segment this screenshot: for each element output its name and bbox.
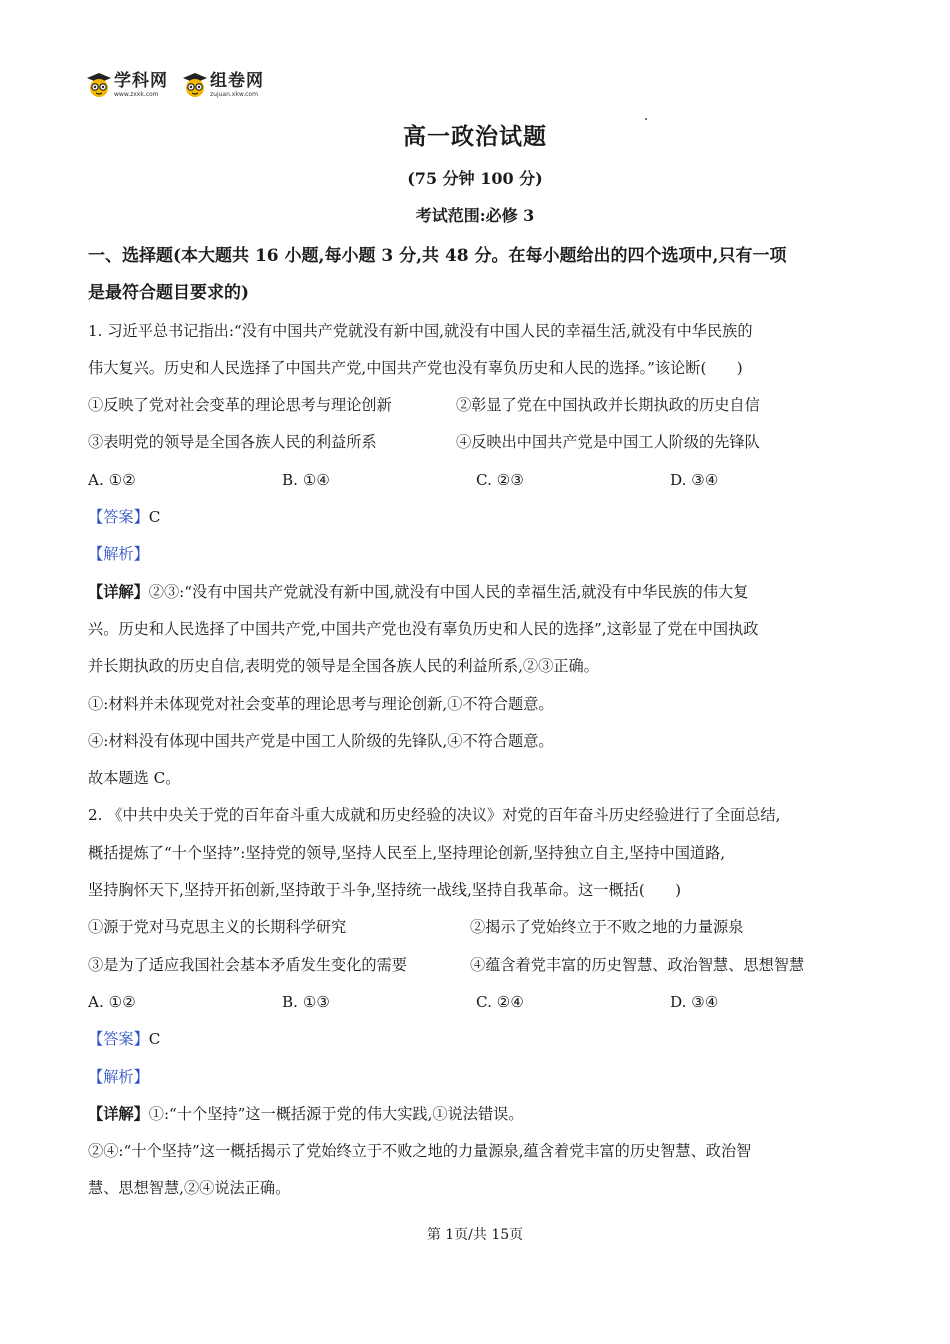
detail-label: 【详解】 xyxy=(88,582,149,601)
answer-label: 【答案】 xyxy=(88,1030,149,1049)
q2-detail-text: ②④:“十个坚持”这一概括揭示了党始终立于不败之地的力量源泉,蕴含着党丰富的历史智慧、政治智 xyxy=(88,1142,752,1161)
q1-conclusion: 故本题选 C。 xyxy=(88,769,181,788)
q2-answer xyxy=(88,1021,868,1058)
q1-option-b[interactable]: B. ①④ xyxy=(282,470,331,489)
q1-detail-text: 兴。历史和人民选择了中国共产党,中国共产党也没有辜负历史和人民的选择”,这彰显了党在中国执政 xyxy=(88,619,759,638)
q1-detail xyxy=(88,574,868,611)
zujuanwang-logo[interactable] xyxy=(182,72,264,98)
q1-option-c[interactable]: C. ②③ xyxy=(476,470,524,489)
q1-item: ③表明党的领导是全国各族人民的利益所系 xyxy=(88,433,377,452)
exam-duration-score: (75 分钟 100 分) xyxy=(407,169,543,188)
section-heading: 一、选择题(本大题共 16 小题,每小题 3 分,共 48 分。在每小题给出的四个选项中,只有一项 xyxy=(88,246,787,266)
q1-option-d[interactable]: D. ③④ xyxy=(670,470,719,489)
document-body xyxy=(88,238,868,1208)
q1-detail-text: ④:材料没有体现中国共产党是中国工人阶级的先锋队,④不符合题意。 xyxy=(88,731,554,750)
xuekewang-logo[interactable] xyxy=(86,72,168,98)
header-logos xyxy=(86,72,264,98)
q2-option-d[interactable]: D. ③④ xyxy=(670,992,719,1011)
logo-name: 学科网 xyxy=(114,70,168,91)
exam-scope: 考试范围:必修 3 xyxy=(415,206,535,225)
q2-stem: 坚持胸怀天下,坚持开拓创新,坚持敢于斗争,坚持统一战线,坚持自我革命。这一概括( ) xyxy=(88,881,682,900)
q1-option-a[interactable]: A. ①② xyxy=(88,470,136,489)
q2-item: ①源于党对马克思主义的长期科学研究 xyxy=(88,918,347,937)
q2-options xyxy=(88,984,868,1021)
q2-option-b[interactable]: B. ①③ xyxy=(282,992,331,1011)
logo-url: www.zxxk.com xyxy=(114,90,159,98)
answer-label: 【答案】 xyxy=(88,508,149,527)
page-title: 高一政治试题 xyxy=(403,123,547,150)
q2-stem: 概括提炼了“十个坚持”:坚持党的领导,坚持人民至上,坚持理论创新,坚持独立自主,坚持中国道路, xyxy=(88,843,726,862)
graduation-owl-icon xyxy=(86,72,112,98)
graduation-owl-icon xyxy=(182,72,208,98)
page-number: 第 1页/共 15页 xyxy=(426,1227,524,1243)
q2-item: ②揭示了党始终立于不败之地的力量源泉 xyxy=(470,918,744,937)
analysis-label: 【解析】 xyxy=(88,1067,149,1086)
q1-detail-text: 并长期执政的历史自信,表明党的领导是全国各族人民的利益所系,②③正确。 xyxy=(88,657,599,676)
q2-item: ③是为了适应我国社会基本矛盾发生变化的需要 xyxy=(88,955,407,974)
section-heading: 是最符合题目要求的) xyxy=(88,283,250,304)
detail-label: 【详解】 xyxy=(88,1104,149,1123)
answer-value: C xyxy=(148,1030,161,1049)
analysis-label: 【解析】 xyxy=(88,545,149,564)
q2-option-a[interactable]: A. ①② xyxy=(88,992,136,1011)
q1-answer xyxy=(88,499,868,536)
q2-items-row xyxy=(88,909,868,946)
q1-stem: 伟大复兴。历史和人民选择了中国共产党,中国共产党也没有辜负历史和人民的选择。”该论断( ) xyxy=(88,358,743,377)
logo-name: 组卷网 xyxy=(210,70,264,91)
q1-item: ④反映出中国共产党是中国工人阶级的先锋队 xyxy=(456,433,760,452)
q2-stem: 2. 《中共中央关于党的百年奋斗重大成就和历史经验的决议》对党的百年奋斗历史经验进行了全面总结, xyxy=(88,806,781,825)
q1-item: ①反映了党对社会变革的理论思考与理论创新 xyxy=(88,396,392,415)
q2-items-row xyxy=(88,947,868,984)
q1-detail-text: ①:材料并未体现党对社会变革的理论思考与理论创新,①不符合题意。 xyxy=(88,694,554,713)
q1-items-row xyxy=(88,387,868,424)
q2-detail-text: 慧、思想智慧,②④说法正确。 xyxy=(88,1179,291,1198)
q2-item: ④蕴含着党丰富的历史智慧、政治智慧、思想智慧 xyxy=(470,955,805,974)
q2-detail xyxy=(88,1096,868,1133)
answer-value: C xyxy=(148,508,161,527)
detail-text: ①:“十个坚持”这一概括源于党的伟大实践,①说法错误。 xyxy=(148,1104,524,1123)
logo-url: zujuan.xkw.com xyxy=(210,90,258,98)
q1-options xyxy=(88,462,868,499)
detail-text: ②③:“没有中国共产党就没有新中国,就没有中国人民的幸福生活,就没有中华民族的伟大复 xyxy=(148,582,749,601)
q1-items-row xyxy=(88,424,868,461)
q1-stem: 1. 习近平总书记指出:“没有中国共产党就没有新中国,就没有中国人民的幸福生活,就没有中华民族的 xyxy=(88,321,753,340)
q2-option-c[interactable]: C. ②④ xyxy=(476,992,524,1011)
q1-item: ②彰显了党在中国执政并长期执政的历史自信 xyxy=(456,396,760,415)
